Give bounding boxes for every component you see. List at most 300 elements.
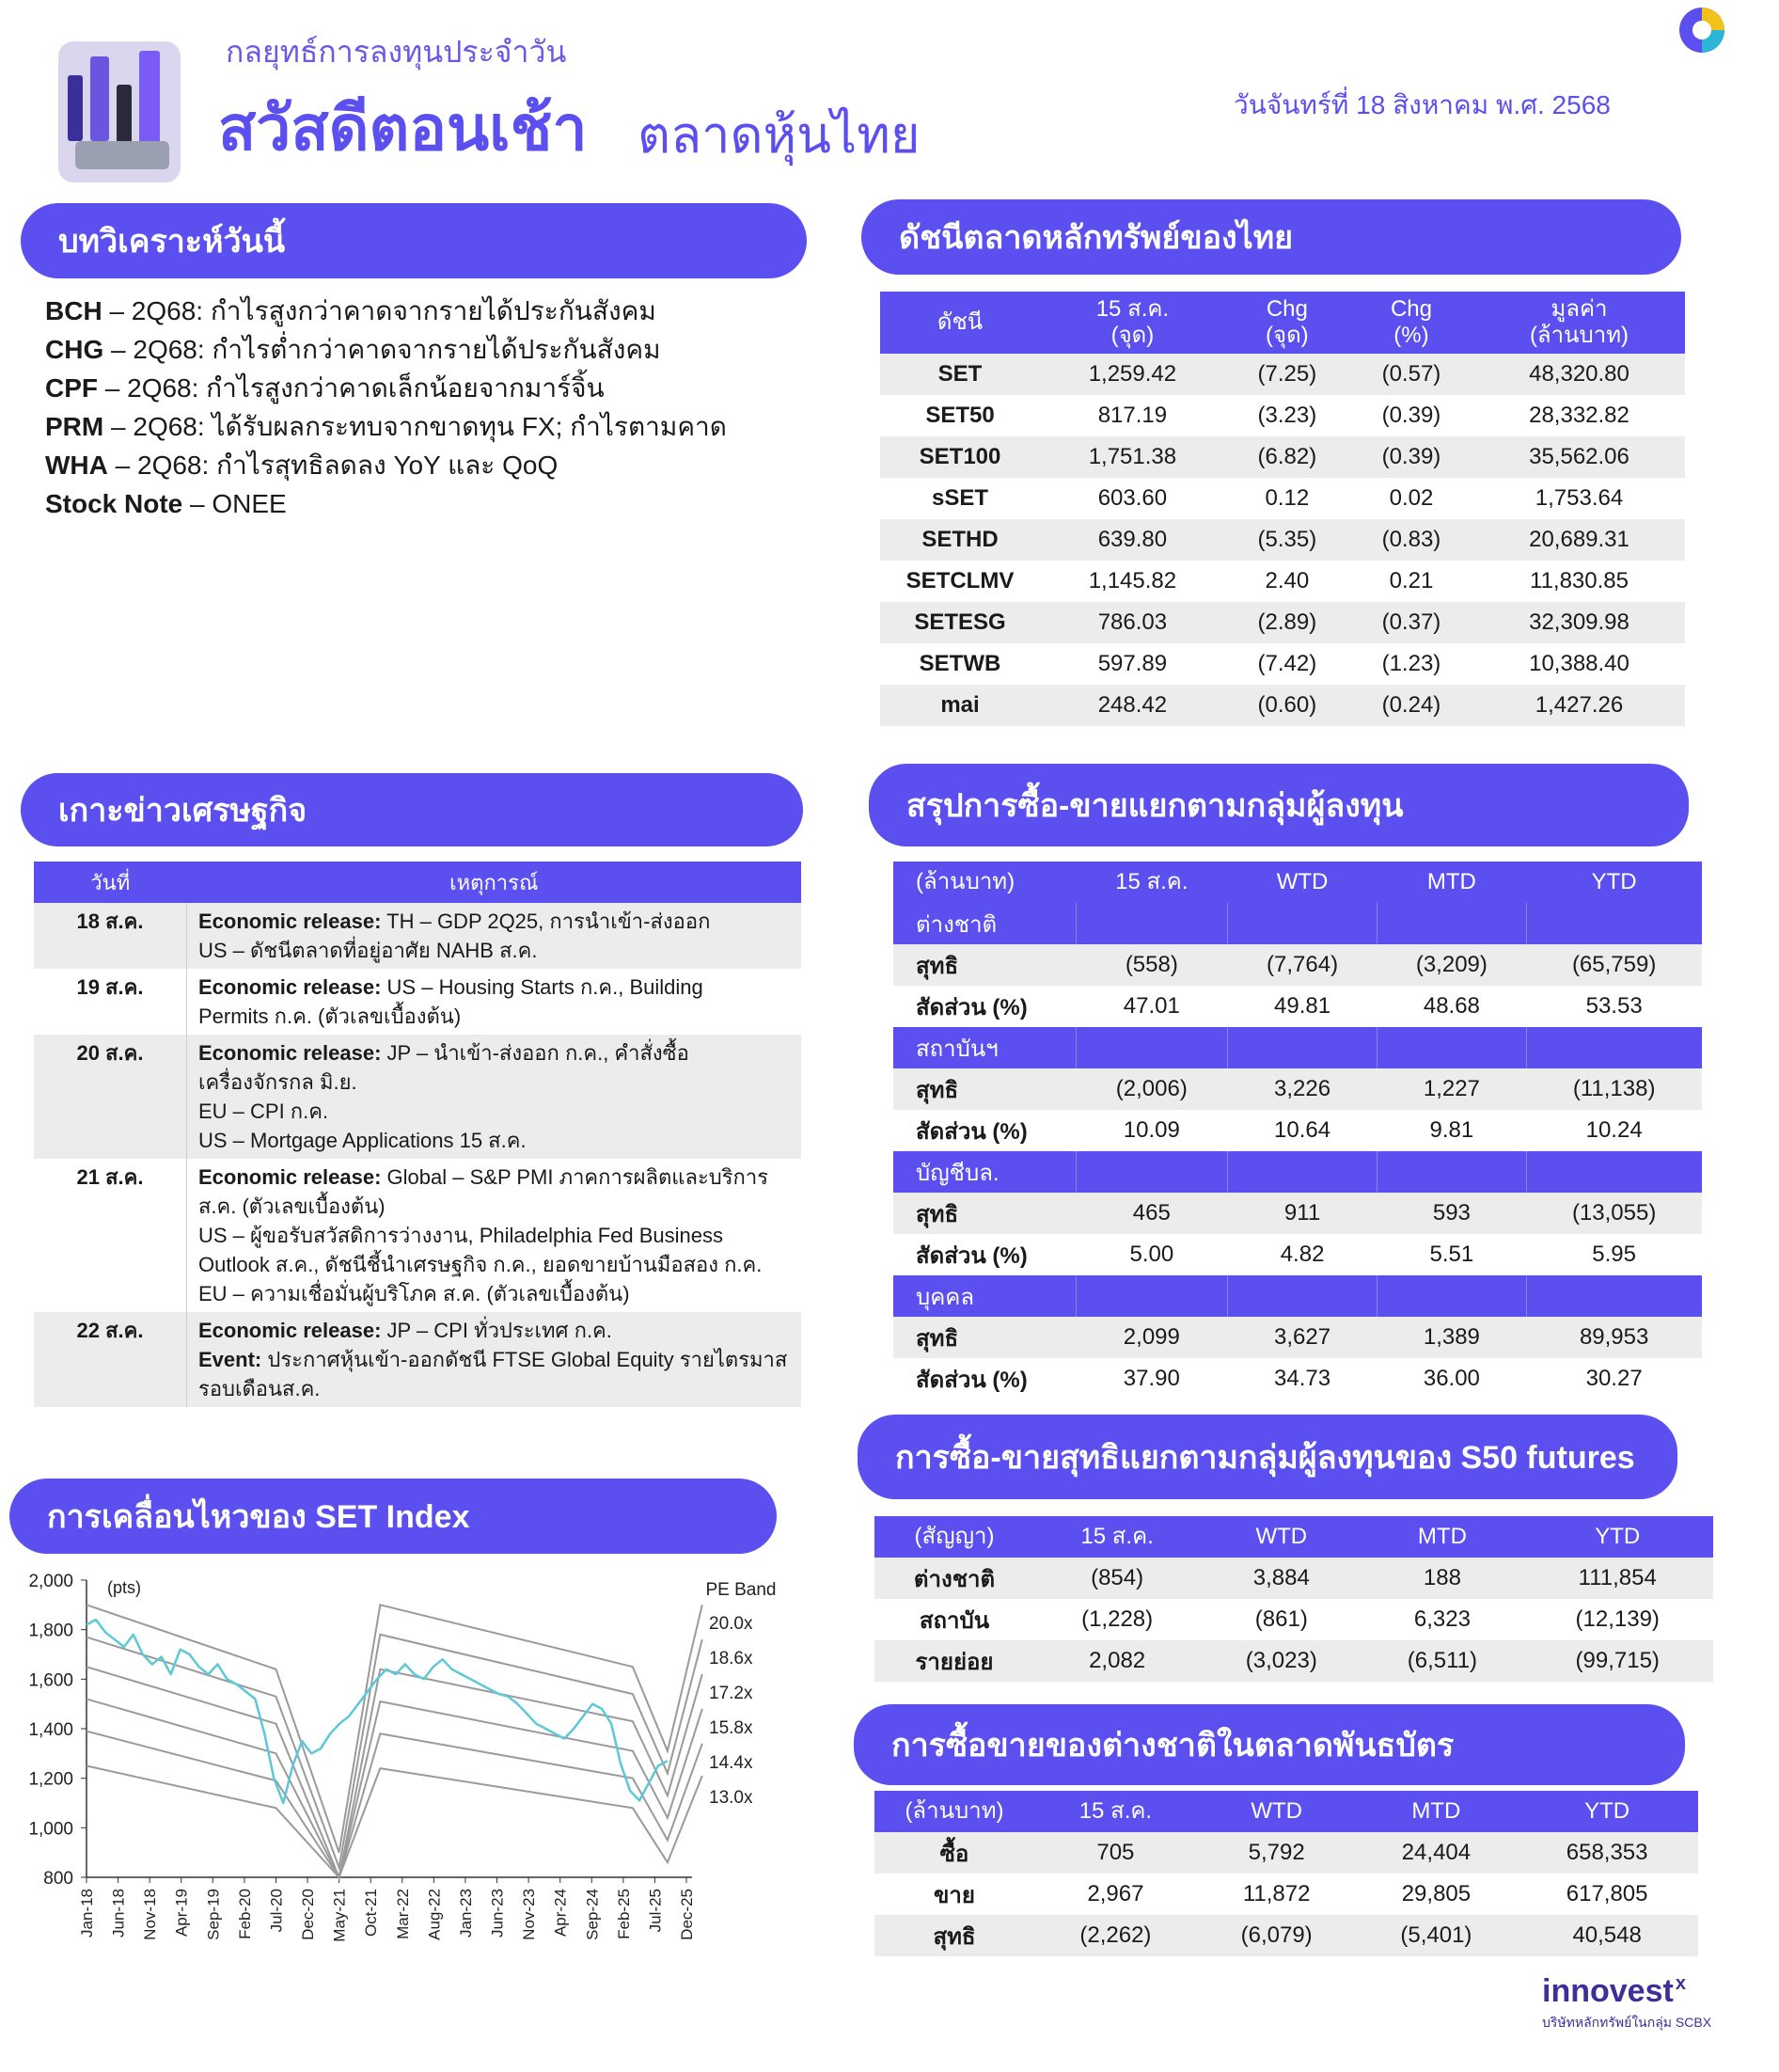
- table-cell: สัดส่วน (%): [916, 994, 1028, 1020]
- footer-brand-mark: x: [1675, 1973, 1686, 1994]
- pe-band-line: [87, 1635, 702, 1868]
- col-header: MTD: [1362, 1516, 1521, 1558]
- table-cell: (2.89): [1225, 602, 1349, 643]
- table-cell: 53.53: [1585, 993, 1643, 1019]
- x-tick-label: Apr-24: [551, 1889, 570, 1938]
- table-cell: 3,884: [1200, 1558, 1362, 1599]
- table-cell: [1377, 1027, 1526, 1068]
- footer-tagline: บริษัทหลักทรัพย์ในกลุ่ม SCBX: [1542, 2015, 1712, 2030]
- col-header: วันที่: [34, 862, 187, 903]
- news-date: 18 ส.ค.: [34, 903, 187, 969]
- brand-logo-icon: [1674, 2, 1730, 58]
- table-cell: 2,099: [1076, 1317, 1228, 1358]
- table-cell: 5,792: [1197, 1832, 1357, 1874]
- x-tick-label: Mar-22: [393, 1889, 412, 1939]
- table-row: [34, 969, 801, 1035]
- table-cell: 603.60: [1097, 485, 1168, 511]
- x-tick-label: Jan-18: [78, 1889, 96, 1938]
- y-tick-label: 1,400: [28, 1720, 73, 1740]
- table-cell: 593: [1377, 1193, 1526, 1234]
- analysis-item[interactable]: CPF – 2Q68: กำไรสูงกว่าคาดเล็กน้อยจากมาร์จิ้น: [45, 373, 605, 403]
- col-header: 15 ส.ค.: [1034, 1516, 1200, 1558]
- table-cell: สถาบัน: [919, 1607, 990, 1634]
- table-cell: [1377, 1151, 1526, 1193]
- news-line-label: Economic release:: [198, 1319, 382, 1342]
- chart-title: การเคลื่อนไหวของ SET Index: [9, 1479, 777, 1554]
- table-cell: 0.12: [1265, 485, 1310, 511]
- futures-table: [874, 1516, 1713, 1682]
- news-line: [198, 1097, 790, 1126]
- news-line: [198, 1221, 790, 1250]
- table-cell: 34.73: [1274, 1366, 1331, 1391]
- bond-table: [874, 1791, 1698, 1956]
- table-cell: 37.90: [1123, 1366, 1180, 1391]
- table-cell: 24,404: [1357, 1832, 1517, 1874]
- col-header: WTD: [1228, 862, 1378, 903]
- group-header-row: [893, 1027, 1702, 1068]
- table-cell: 47.01: [1123, 993, 1180, 1019]
- analysis-title: บทวิเคราะห์วันนี้: [21, 203, 807, 278]
- col-header: (สัญญา): [874, 1516, 1034, 1558]
- table-cell: 1,389: [1377, 1317, 1526, 1358]
- news-date: 20 ส.ค.: [34, 1035, 187, 1159]
- table-cell: 0.21: [1389, 568, 1434, 593]
- set-index-chart: [0, 1561, 809, 1956]
- news-line-text: JP – นำเข้า-ส่งออก ก.ค., คำสั่งซื้อ: [381, 1041, 689, 1065]
- table-cell: สุทธิ: [893, 1317, 1076, 1358]
- table-cell: [1228, 1151, 1378, 1193]
- col-header: มูลค่า (ล้านบาท): [1473, 292, 1685, 354]
- news-line-text: Global – S&P PMI ภาคการผลิตและบริการ: [381, 1165, 769, 1189]
- news-date: 21 ส.ค.: [34, 1159, 187, 1312]
- table-row: [880, 436, 1685, 478]
- table-cell: (861): [1254, 1606, 1308, 1632]
- news-line: [198, 1163, 790, 1192]
- x-tick-label: Jul-20: [267, 1889, 286, 1933]
- news-line-text: ส.ค. (ตัวเลขเบื้องต้น): [198, 1194, 386, 1218]
- x-tick-label: Jun-23: [488, 1889, 507, 1938]
- table-cell: (7.25): [1225, 354, 1349, 395]
- col-header: YTD: [1521, 1516, 1713, 1558]
- table-cell: 11,872: [1242, 1881, 1311, 1906]
- table-cell: 597.89: [1097, 651, 1168, 676]
- table-row: [893, 1358, 1702, 1400]
- x-tick-label: Feb-20: [235, 1889, 254, 1939]
- col-header: Chg (จุด): [1225, 292, 1349, 354]
- table-row: [34, 1159, 801, 1312]
- table-cell: 705: [1034, 1832, 1197, 1874]
- table-cell: SETWB: [919, 651, 1001, 676]
- table-cell: 10.24: [1585, 1117, 1643, 1143]
- news-event: [187, 1035, 802, 1159]
- table-cell: 465: [1076, 1193, 1228, 1234]
- table-cell: 3,627: [1228, 1317, 1378, 1358]
- table-cell: 2,967: [1087, 1881, 1144, 1906]
- col-header: WTD: [1200, 1516, 1362, 1558]
- legend-title: PE Band: [705, 1580, 777, 1600]
- x-tick-label: Jul-25: [646, 1889, 665, 1933]
- x-tick-label: Feb-25: [614, 1889, 633, 1939]
- table-cell: 188: [1362, 1558, 1521, 1599]
- table-cell: 6,323: [1413, 1606, 1471, 1632]
- table-row: [880, 602, 1685, 643]
- table-row: [34, 1035, 801, 1159]
- investor-table-title: สรุปการซื้อ-ขายแยกตามกลุ่มผู้ลงทุน: [869, 764, 1689, 846]
- table-cell: SET: [880, 354, 1040, 395]
- news-line: [198, 1279, 790, 1308]
- table-cell: 32,309.98: [1473, 602, 1685, 643]
- table-cell: [1228, 1275, 1378, 1317]
- x-tick-label: Oct-21: [362, 1889, 381, 1938]
- table-cell: 20,689.31: [1473, 519, 1685, 561]
- news-line-text: EU – ความเชื่อมั่นผู้บริโภค ส.ค. (ตัวเลขเบื้องต้น): [198, 1282, 630, 1305]
- news-line-label: Economic release:: [198, 975, 382, 999]
- table-cell: (2,006): [1076, 1068, 1228, 1110]
- table-cell: สัดส่วน (%): [916, 1242, 1028, 1269]
- table-row: [874, 1558, 1713, 1599]
- news-line-label: Economic release:: [198, 1165, 382, 1189]
- news-line-text: รอบเดือนส.ค.: [198, 1377, 321, 1400]
- table-cell: สัดส่วน (%): [916, 1367, 1028, 1393]
- col-header: MTD: [1357, 1791, 1517, 1832]
- pe-band-label: 13.0x: [709, 1788, 753, 1808]
- news-title: เกาะข่าวเศรษฐกิจ: [21, 773, 803, 846]
- table-row: [893, 1193, 1702, 1234]
- table-row: [874, 1874, 1698, 1915]
- table-cell: 639.80: [1040, 519, 1225, 561]
- news-table: [34, 862, 801, 1407]
- table-cell: 36.00: [1423, 1366, 1480, 1391]
- table-cell: (0.39): [1349, 436, 1473, 478]
- investor-table: [893, 862, 1702, 1400]
- table-cell: 1,227: [1377, 1068, 1526, 1110]
- table-cell: 89,953: [1526, 1317, 1702, 1358]
- col-header: MTD: [1377, 862, 1526, 903]
- group-name: สถาบันฯ: [893, 1027, 1076, 1068]
- x-tick-label: May-21: [330, 1889, 349, 1942]
- table-cell: 0.02: [1389, 485, 1434, 511]
- table-cell: 1,427.26: [1473, 685, 1685, 726]
- news-line: [198, 936, 790, 965]
- table-cell: 49.81: [1274, 993, 1331, 1019]
- table-cell: 1,145.82: [1088, 568, 1177, 593]
- table-cell: 658,353: [1516, 1832, 1698, 1874]
- pe-band-label: 17.2x: [709, 1684, 753, 1703]
- table-cell: 1,751.38: [1040, 436, 1225, 478]
- group-name: บัญชีบล.: [893, 1151, 1076, 1193]
- x-tick-label: Nov-23: [520, 1889, 539, 1940]
- news-line: [198, 1192, 790, 1221]
- table-row: [880, 478, 1685, 519]
- pe-band-label: 18.6x: [709, 1649, 753, 1669]
- table-cell: รายย่อย: [874, 1640, 1034, 1682]
- table-cell: 11,830.85: [1530, 568, 1629, 593]
- pe-band-label: 14.4x: [709, 1753, 753, 1773]
- table-cell: (854): [1034, 1558, 1200, 1599]
- table-row: [893, 1068, 1702, 1110]
- table-cell: 48.68: [1423, 993, 1480, 1019]
- table-cell: [1076, 1027, 1228, 1068]
- bond-table-title: การซื้อขายของต่างชาติในตลาดพันธบัตร: [854, 1704, 1685, 1785]
- index-table-title: ดัชนีตลาดหลักทรัพย์ของไทย: [861, 199, 1681, 275]
- table-cell: [1076, 903, 1228, 944]
- table-cell: [1076, 1275, 1228, 1317]
- x-tick-label: Dec-25: [678, 1889, 696, 1940]
- table-cell: 111,854: [1521, 1558, 1713, 1599]
- table-cell: (1.23): [1381, 651, 1441, 676]
- table-cell: (5,401): [1357, 1915, 1517, 1956]
- col-header: YTD: [1516, 1791, 1698, 1832]
- table-cell: (3.23): [1257, 403, 1317, 428]
- pe-band-line: [87, 1667, 702, 1877]
- news-line-text: EU – CPI ก.ค.: [198, 1099, 329, 1123]
- table-cell: 48,320.80: [1473, 354, 1685, 395]
- x-tick-label: Nov-18: [141, 1889, 160, 1940]
- table-cell: 248.42: [1040, 685, 1225, 726]
- y-tick-label: 2,000: [28, 1572, 73, 1591]
- pe-band-line: [87, 1699, 702, 1877]
- index-table: [880, 292, 1685, 726]
- table-cell: 5.00: [1129, 1242, 1174, 1267]
- col-header: WTD: [1197, 1791, 1357, 1832]
- table-cell: 10.09: [1123, 1117, 1180, 1143]
- table-cell: SETHD: [880, 519, 1040, 561]
- table-cell: [1076, 1151, 1228, 1193]
- table-row: [880, 643, 1685, 685]
- table-cell: ขาย: [934, 1882, 975, 1908]
- table-cell: [1377, 1275, 1526, 1317]
- table-cell: 3,226: [1228, 1068, 1378, 1110]
- table-cell: (0.57): [1349, 354, 1473, 395]
- table-cell: (99,715): [1521, 1640, 1713, 1682]
- table-cell: 2,082: [1034, 1640, 1200, 1682]
- table-cell: (2,262): [1034, 1915, 1197, 1956]
- table-cell: 2.40: [1265, 568, 1310, 593]
- table-cell: (0.60): [1225, 685, 1349, 726]
- analysis-item[interactable]: PRM – 2Q68: ได้รับผลกระทบจากขาดทุน FX; กำไรตามคาด: [45, 412, 727, 441]
- col-header: 15 ส.ค.: [1076, 862, 1228, 903]
- table-row: [874, 1640, 1713, 1682]
- table-cell: SET100: [880, 436, 1040, 478]
- table-cell: ซื้อ: [874, 1832, 1034, 1874]
- x-tick-label: Jun-18: [109, 1889, 128, 1938]
- col-header: (ล้านบาท): [874, 1791, 1034, 1832]
- analysis-item[interactable]: BCH – 2Q68: กำไรสูงกว่าคาดจากรายได้ประกันสังคม: [45, 296, 656, 325]
- table-cell: (7.42): [1257, 651, 1317, 676]
- col-header: 15 ส.ค. (จุด): [1040, 292, 1225, 354]
- table-cell: 9.81: [1429, 1117, 1474, 1143]
- table-cell: (11,138): [1526, 1068, 1702, 1110]
- group-header-row: [893, 1151, 1702, 1193]
- news-line-text: US – ผู้ขอรับสวัสดิการว่างงาน, Philadelphia Fed Business: [198, 1224, 724, 1247]
- x-tick-label: Sep-19: [204, 1889, 223, 1940]
- table-cell: (0.24): [1349, 685, 1473, 726]
- header-illustration: [49, 38, 185, 188]
- news-line-label: Event:: [198, 1348, 262, 1371]
- page-title: สวัสดีตอนเช้า: [218, 93, 588, 163]
- table-cell: สุทธิ: [893, 1068, 1076, 1110]
- table-row: [874, 1599, 1713, 1640]
- table-cell: 29,805: [1401, 1881, 1472, 1906]
- table-cell: (6.82): [1225, 436, 1349, 478]
- group-name: บุคคล: [893, 1275, 1076, 1317]
- table-row: [893, 1317, 1702, 1358]
- group-header-row: [893, 903, 1702, 944]
- news-event: [187, 1312, 802, 1407]
- news-line: [198, 1038, 790, 1068]
- news-line-text: US – Housing Starts ก.ค., Building: [381, 975, 703, 999]
- table-cell: [1228, 1027, 1378, 1068]
- news-event: [187, 969, 802, 1035]
- analysis-list: [45, 292, 816, 523]
- group-name: ต่างชาติ: [893, 903, 1076, 944]
- table-cell: (13,055): [1526, 1193, 1702, 1234]
- x-tick-label: Jan-23: [456, 1889, 475, 1938]
- table-cell: 1,753.64: [1535, 485, 1624, 511]
- news-line-text: TH – GDP 2Q25, การนำเข้า-ส่งออก: [381, 909, 711, 933]
- news-line: [198, 1250, 790, 1279]
- header-subtitle: กลยุทธ์การลงทุนประจำวัน: [226, 35, 567, 69]
- group-header-row: [893, 1275, 1702, 1317]
- news-event: [187, 1159, 802, 1312]
- report-date: วันจันทร์ที่ 18 สิงหาคม พ.ศ. 2568: [1234, 90, 1611, 119]
- news-line: [198, 973, 790, 1002]
- table-cell: 40,548: [1516, 1915, 1698, 1956]
- pe-band-line: [87, 1605, 702, 1852]
- table-row: [880, 395, 1685, 436]
- col-header: (ล้านบาท): [893, 862, 1076, 903]
- table-cell: (1,228): [1081, 1606, 1154, 1632]
- footer-brand-name: innovest: [1542, 1973, 1674, 2009]
- table-cell: 5.51: [1429, 1242, 1474, 1267]
- pe-band-label: 15.8x: [709, 1718, 753, 1738]
- col-header: เหตุการณ์: [187, 862, 802, 903]
- news-date: 19 ส.ค.: [34, 969, 187, 1035]
- col-header: Chg (%): [1349, 292, 1473, 354]
- table-cell: (6,511): [1362, 1640, 1521, 1682]
- table-cell: 817.19: [1097, 403, 1168, 428]
- table-cell: 4.82: [1280, 1242, 1325, 1267]
- table-cell: สัดส่วน (%): [916, 1118, 1028, 1145]
- y-tick-label: 1,800: [28, 1621, 73, 1641]
- table-cell: sSET: [931, 485, 989, 511]
- table-cell: (558): [1076, 944, 1228, 986]
- table-cell: (0.83): [1349, 519, 1473, 561]
- table-row: [893, 986, 1702, 1027]
- futures-table-title: การซื้อ-ขายสุทธิแยกตามกลุ่มผู้ลงทุนของ S50 futures: [858, 1415, 1677, 1499]
- y-tick-label: 1,200: [28, 1769, 73, 1790]
- table-cell: (12,139): [1575, 1606, 1660, 1632]
- news-line: [198, 1345, 790, 1374]
- news-line-text: ประกาศหุ้นเข้า-ออกดัชนี FTSE Global Equity รายไตรมาส: [261, 1348, 788, 1371]
- table-cell: ต่างชาติ: [874, 1558, 1034, 1599]
- x-tick-label: Dec-20: [299, 1889, 318, 1940]
- col-header: ดัชนี: [880, 292, 1040, 354]
- table-cell: 911: [1228, 1193, 1378, 1234]
- table-row: [880, 519, 1685, 561]
- news-line: [198, 907, 790, 936]
- news-line-label: Economic release:: [198, 1041, 382, 1065]
- table-cell: [1526, 1275, 1702, 1317]
- table-cell: (5.35): [1225, 519, 1349, 561]
- table-cell: (3,209): [1377, 944, 1526, 986]
- table-row: [34, 903, 801, 969]
- pe-band-line: [87, 1766, 702, 1878]
- table-row: [34, 1312, 801, 1407]
- table-cell: mai: [880, 685, 1040, 726]
- table-cell: SETCLMV: [905, 568, 1015, 593]
- table-cell: 5.95: [1592, 1242, 1636, 1267]
- table-cell: สุทธิ: [893, 1193, 1076, 1234]
- news-line-text: JP – CPI ทั่วประเทศ ก.ค.: [381, 1319, 612, 1342]
- news-event: [187, 903, 802, 969]
- news-line-text: US – Mortgage Applications 15 ส.ค.: [198, 1129, 527, 1152]
- table-cell: สุทธิ: [893, 944, 1076, 986]
- news-line-text: US – ดัชนีตลาดที่อยู่อาศัย NAHB ส.ค.: [198, 939, 538, 962]
- table-row: [880, 685, 1685, 726]
- table-cell: 1,259.42: [1040, 354, 1225, 395]
- news-line-text: Permits ก.ค. (ตัวเลขเบื้องต้น): [198, 1004, 462, 1028]
- news-date: 22 ส.ค.: [34, 1312, 187, 1407]
- news-line-text: เครื่องจักรกล มิ.ย.: [198, 1070, 357, 1094]
- table-cell: (7,764): [1228, 944, 1378, 986]
- table-cell: [1228, 903, 1378, 944]
- table-cell: (65,759): [1526, 944, 1702, 986]
- table-cell: SETESG: [880, 602, 1040, 643]
- x-tick-label: Apr-19: [172, 1889, 191, 1938]
- table-row: [893, 944, 1702, 986]
- table-row: [874, 1915, 1698, 1956]
- table-cell: (0.39): [1381, 403, 1441, 428]
- col-header: YTD: [1526, 862, 1702, 903]
- analysis-item[interactable]: Stock Note – ONEE: [45, 489, 287, 518]
- table-cell: สุทธิ: [874, 1915, 1034, 1956]
- y-tick-label: 800: [43, 1869, 73, 1889]
- table-row: [893, 1110, 1702, 1151]
- y-axis-label: (pts): [107, 1578, 141, 1597]
- table-cell: SET50: [925, 403, 995, 428]
- news-line: [198, 1374, 790, 1403]
- news-line: [198, 1068, 790, 1097]
- news-line: [198, 1002, 790, 1031]
- table-cell: [1526, 1027, 1702, 1068]
- table-cell: 617,805: [1566, 1881, 1648, 1906]
- footer-brand: [1542, 1973, 1686, 2010]
- table-cell: 786.03: [1040, 602, 1225, 643]
- table-cell: 10.64: [1274, 1117, 1331, 1143]
- table-cell: [1526, 903, 1702, 944]
- analysis-item[interactable]: WHA – 2Q68: กำไรสุทธิลดลง YoY และ QoQ: [45, 451, 559, 480]
- table-row: [893, 1234, 1702, 1275]
- table-cell: 35,562.06: [1473, 436, 1685, 478]
- page-title-sub: ตลาดหุ้นไทย: [638, 107, 921, 164]
- news-line: [198, 1126, 790, 1155]
- table-cell: 10,388.40: [1529, 651, 1629, 676]
- table-cell: [1526, 1151, 1702, 1193]
- analysis-item[interactable]: CHG – 2Q68: กำไรต่ำกว่าคาดจากรายได้ประกันสังคม: [45, 335, 661, 364]
- pe-band-label: 20.0x: [709, 1614, 753, 1634]
- x-tick-label: Sep-24: [583, 1889, 602, 1940]
- table-row: [880, 561, 1685, 602]
- y-tick-label: 1,600: [28, 1670, 73, 1691]
- table-cell: (0.37): [1349, 602, 1473, 643]
- news-line: [198, 1316, 790, 1345]
- y-tick-label: 1,000: [28, 1819, 73, 1840]
- col-header: 15 ส.ค.: [1034, 1791, 1197, 1832]
- table-cell: [1377, 903, 1526, 944]
- table-cell: (3,023): [1200, 1640, 1362, 1682]
- x-tick-label: Aug-22: [425, 1889, 444, 1940]
